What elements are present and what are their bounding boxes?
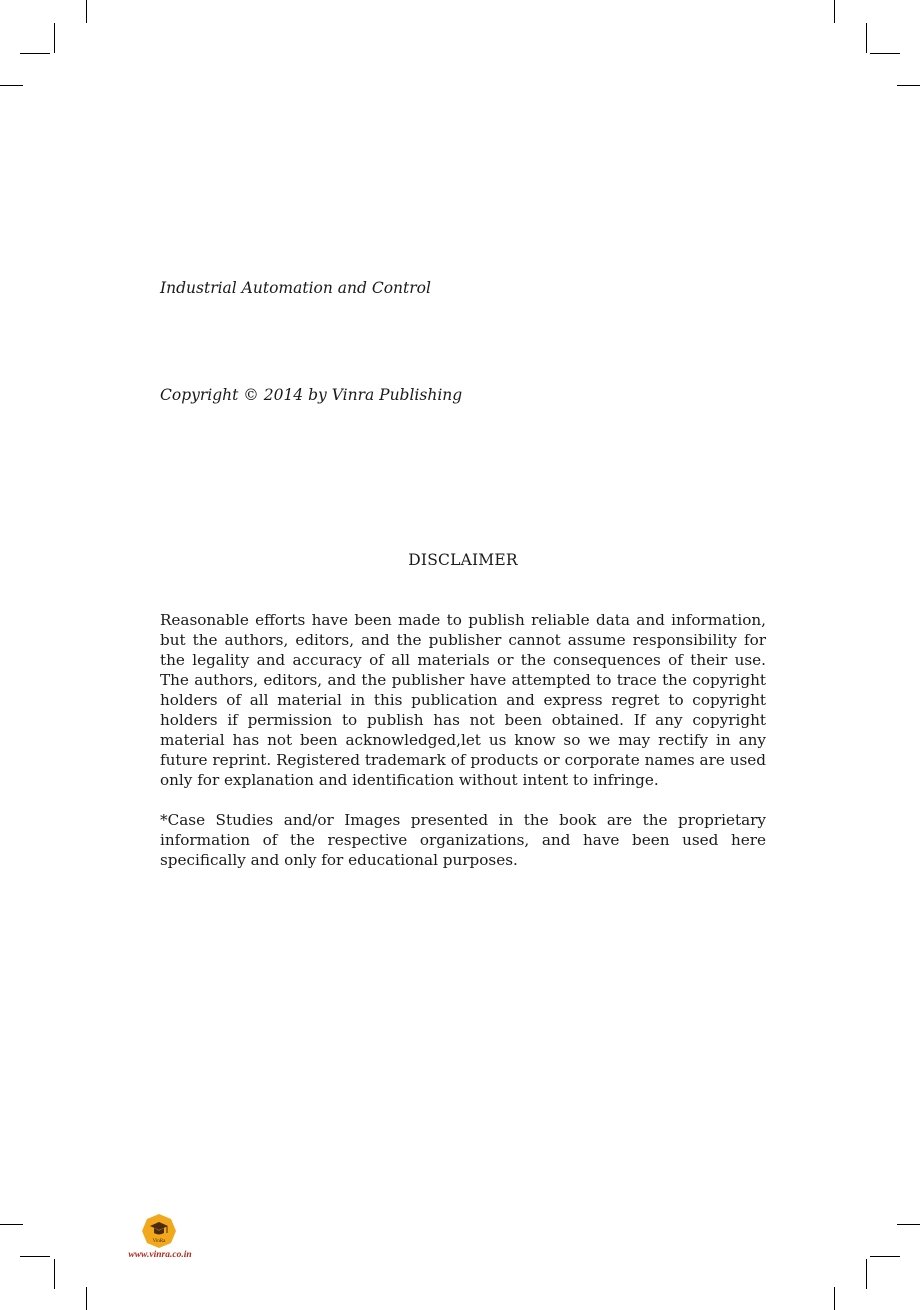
crop-mark xyxy=(86,0,87,23)
crop-mark xyxy=(866,1259,867,1289)
crop-mark xyxy=(54,23,55,53)
crop-mark xyxy=(870,1256,900,1257)
crop-mark xyxy=(0,85,23,86)
crop-mark xyxy=(20,1256,50,1257)
crop-mark xyxy=(834,1287,835,1310)
case-studies-note: *Case Studies and/or Images presented in the book are the proprietary information of the respective organizations, and have been used here specifically and only for educational purposes. xyxy=(160,811,766,869)
publisher-logo xyxy=(141,1213,177,1249)
crop-mark xyxy=(897,1224,920,1225)
logo-text: VinRa xyxy=(152,1239,166,1244)
book-title: Industrial Automation and Control xyxy=(160,279,431,297)
disclaimer-paragraph: Reasonable efforts have been made to publish reliable data and information, but the authors, editors, and the publisher cannot assume responsibility for the legality and accuracy of all materials or the consequences of their use. The authors, editors, and the publisher have attempted to trace the copyright holders of all material in this publication and express regret to copyright holders if permission to publish has not been obtained. If any copyright material has not been acknowledged,let us know so we may rectify in any future reprint. Registered trademark of products or corporate names are used only for explanation and identification without intent to infringe. xyxy=(160,611,766,789)
publisher-website: www.vinra.co.in xyxy=(128,1250,192,1260)
crop-mark xyxy=(0,1224,23,1225)
crop-mark xyxy=(834,0,835,23)
crop-mark xyxy=(86,1287,87,1310)
crop-mark xyxy=(870,53,900,54)
graduation-cap-icon xyxy=(141,1213,177,1249)
crop-mark xyxy=(866,23,867,53)
crop-mark xyxy=(54,1259,55,1289)
crop-mark xyxy=(897,85,920,86)
copyright-notice: Copyright © 2014 by Vinra Publishing xyxy=(160,386,463,404)
disclaimer-heading: DISCLAIMER xyxy=(408,551,518,569)
crop-mark xyxy=(20,53,50,54)
